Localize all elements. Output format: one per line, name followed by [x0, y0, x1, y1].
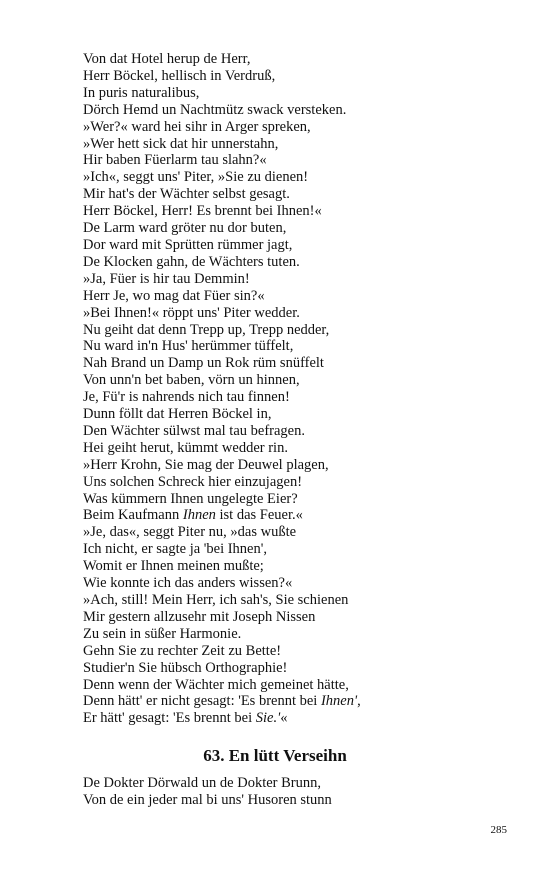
poem-line: Dor ward mit Sprütten rümmer jagt,: [83, 236, 293, 253]
poem-line: »Wer hett sick dat hir unnerstahn,: [83, 135, 279, 152]
poem-line: [83, 710, 503, 727]
poem-line: Hei geiht herut, kümmt wedder rin.: [83, 439, 288, 456]
italic-text: Sie.': [255, 710, 281, 727]
poem-line: Herr Böckel, hellisch in Verdruß,: [83, 67, 276, 84]
poem-line: »Ja, Füer is hir tau Demmin!: [83, 270, 250, 287]
poem-line: »Herr Krohn, Sie mag der Deuwel plagen,: [83, 456, 329, 473]
poem-line: Von dat Hotel herup de Herr,: [83, 51, 251, 67]
poem-line: Uns solchen Schreck hier einzujagen!: [83, 473, 303, 490]
italic-text: Ihnen': [320, 693, 358, 710]
poem-line: Dörch Hemd un Nachtmütz swack versteken.: [83, 101, 347, 118]
page-number: 285: [490, 824, 507, 836]
poem-line: Studier'n Sie hübsch Orthographie!: [83, 659, 288, 676]
poem-line: Nu ward in'n Hus' herümmer tüffelt,: [83, 338, 294, 355]
poem-line: »Ich«, seggt uns' Piter, »Sie zu dienen!: [83, 169, 309, 186]
poem-line: [83, 507, 503, 524]
poem-line: Von de ein jeder mal bi uns' Husoren stunn: [83, 791, 332, 808]
line-text: ,: [357, 693, 361, 710]
line-text: «: [280, 710, 288, 727]
poem-line: Herr Böckel, Herr! Es brennt bei Ihnen!«: [83, 203, 322, 220]
section-heading: 63. En lütt Verseihn: [203, 746, 347, 765]
section-text: [83, 775, 503, 809]
poem-line: »Je, das«, seggt Piter nu, »das wußte: [83, 524, 297, 541]
poem-line: Denn wenn der Wächter mich gemeinet hätte,: [83, 676, 349, 693]
poem-line: »Bei Ihnen!« röppt uns' Piter wedder.: [83, 304, 300, 321]
poem-line: »Wer?« ward hei sihr in Arger spreken,: [83, 118, 311, 135]
poem-line: Mir gestern allzusehr mit Joseph Nissen: [83, 608, 316, 625]
poem-line: Mir hat's der Wächter selbst gesagt.: [83, 186, 290, 203]
poem-line: Zu sein in süßer Harmonie.: [83, 625, 242, 642]
poem-line: Dunn föllt dat Herren Böckel in,: [83, 406, 272, 423]
poem-line: [83, 693, 503, 710]
poem-line: »Ach, still! Mein Herr, ich sah's, Sie schienen: [83, 592, 349, 608]
poem-line: Nah Brand un Damp un Rok rüm snüffelt: [83, 355, 324, 372]
line-text: ist das Feuer.«: [215, 507, 303, 524]
line-text: Denn hätt' er nicht gesagt: 'Es brennt bei: [83, 693, 321, 710]
poem-line: Nu geiht dat denn Trepp up, Trepp nedder,: [83, 321, 330, 338]
line-text: Er hätt' gesagt: 'Es brennt bei: [83, 710, 256, 727]
poem-line: Je, Fü'r is nahrends nich tau finnen!: [83, 389, 290, 406]
poem-line: Hir baben Füerlarm tau slahn?«: [83, 152, 267, 169]
poem-line: Von unn'n bet baben, vörn un hinnen,: [83, 372, 300, 389]
poem-line: De Larm ward gröter nu dor buten,: [83, 220, 287, 237]
poem-line: Was kümmern Ihnen ungelegte Eier?: [83, 490, 298, 507]
poem-line: Ich nicht, er sagte ja 'bei Ihnen',: [83, 541, 267, 558]
poem-text: [83, 51, 503, 727]
poem-line: De Dokter Dörwald un de Dokter Brunn,: [83, 775, 321, 791]
italic-text: Ihnen: [182, 507, 216, 524]
poem-line: De Klocken gahn, de Wächters tuten.: [83, 253, 300, 270]
poem-line: Den Wächter sülwst mal tau befragen.: [83, 422, 305, 439]
line-text: Beim Kaufmann: [83, 507, 183, 524]
poem-line: Herr Je, wo mag dat Füer sin?«: [83, 287, 265, 304]
poem-line: In puris naturalibus,: [83, 84, 200, 101]
poem-line: Gehn Sie zu rechter Zeit zu Bette!: [83, 642, 282, 659]
poem-line: Wie konnte ich das anders wissen?«: [83, 575, 293, 592]
poem-line: Womit er Ihnen meinen mußte;: [83, 558, 264, 575]
